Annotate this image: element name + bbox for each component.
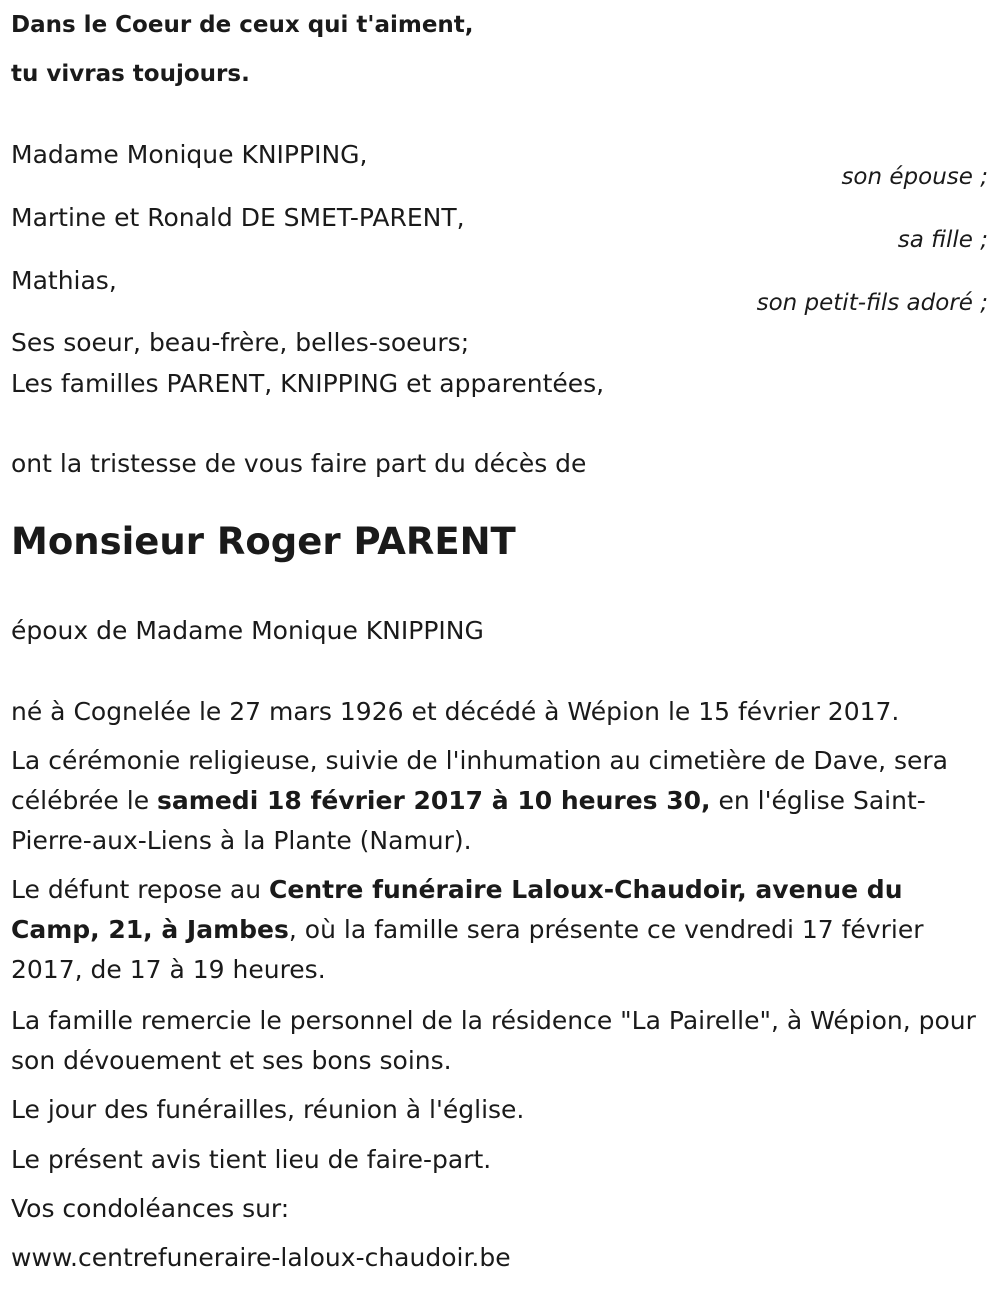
spouse-line: époux de Madame Monique KNIPPING	[11, 616, 484, 645]
epigraph-line-1: Dans le Coeur de ceux qui t'aiment,	[11, 12, 474, 38]
announcement-text: ont la tristesse de vous faire part du décès de	[11, 449, 587, 478]
deceased-name: Monsieur Roger PARENT	[11, 520, 516, 563]
relatives-line-2: Les familles PARENT, KNIPPING et apparentées,	[11, 369, 605, 398]
family-member-relation: son épouse ;	[841, 164, 988, 190]
family-member-name: Mathias,	[11, 266, 117, 295]
condolences-link[interactable]: www.centrefuneraire-laloux-chaudoir.be	[11, 1243, 511, 1272]
thanks-paragraph: La famille remercie le personnel de la résidence "La Pairelle", à Wépion, pour son dévouement et ses bons soins.	[11, 1006, 976, 1075]
family-member-name: Martine et Ronald DE SMET-PARENT,	[11, 203, 465, 232]
meeting-line: Le jour des funérailles, réunion à l'église.	[11, 1095, 525, 1124]
ceremony-date-time: samedi 18 février 2017 à 10 heures 30,	[157, 786, 711, 815]
ceremony-text-pre: La cérémonie religieuse, suivie de l'inhumation au cimetière de Dave, sera célébrée le	[11, 746, 948, 815]
repose-place: Centre funéraire Laloux-Chaudoir, avenue du Camp, 21, à Jambes	[11, 875, 903, 944]
relatives-line-1: Ses soeur, beau-frère, belles-soeurs;	[11, 328, 470, 357]
ceremony-paragraph	[11, 741, 986, 861]
repose-text-post: , où la famille sera présente ce vendredi 17 février 2017, de 17 à 19 heures.	[11, 915, 924, 984]
notice-line: Le présent avis tient lieu de faire-part.	[11, 1145, 492, 1174]
birth-death-line: né à Cognelée le 27 mars 1926 et décédé à Wépion le 15 février 2017.	[11, 697, 900, 726]
family-member-name: Madame Monique KNIPPING,	[11, 140, 368, 169]
ceremony-text-post: en l'église Saint-Pierre-aux-Liens à la Plante (Namur).	[11, 786, 926, 855]
epigraph-line-2: tu vivras toujours.	[11, 61, 250, 87]
family-member-relation: son petit-fils adoré ;	[756, 290, 988, 316]
repose-paragraph	[11, 870, 986, 990]
family-member-relation: sa fille ;	[897, 227, 988, 253]
repose-text-pre: Le défunt repose au	[11, 875, 270, 904]
condolences-label: Vos condoléances sur:	[11, 1194, 290, 1223]
